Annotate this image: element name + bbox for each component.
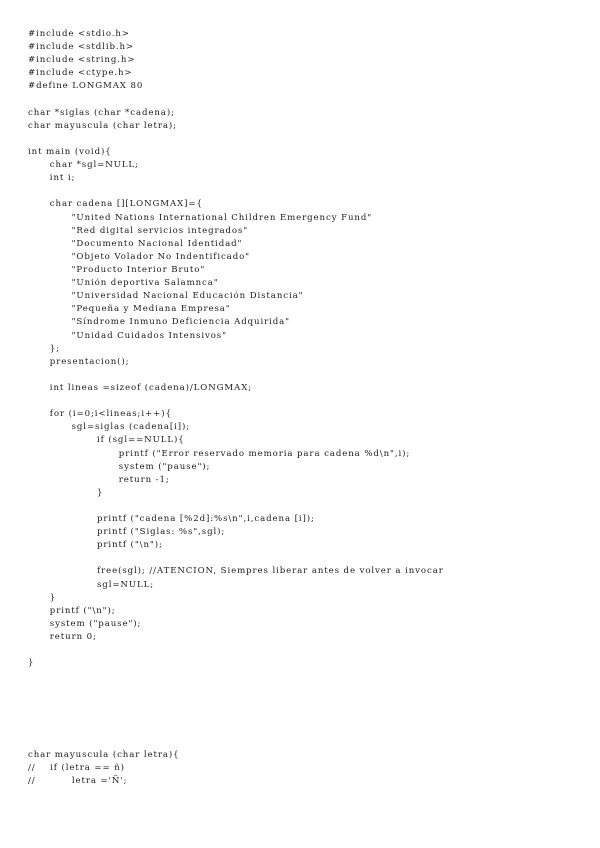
code-line (28, 697, 588, 710)
code-line: return 0; (28, 632, 97, 643)
code-line: system ("pause"); (28, 618, 142, 629)
code-line (28, 369, 588, 382)
code-line (28, 185, 588, 198)
code-line: if (sgl==NULL){ (28, 435, 185, 446)
code-line: } (28, 487, 104, 498)
code-line: }; (28, 343, 60, 354)
code-line: } (28, 592, 57, 603)
code-line: char *sgl=NULL; (28, 160, 139, 171)
code-listing (28, 28, 588, 788)
code-line: free(sgl); //ATENCION, Siempres liberar antes de volver a invocar (28, 566, 444, 577)
code-line: system ("pause"); (28, 461, 211, 472)
code-line (28, 736, 588, 749)
code-line: "Síndrome Inmuno Deficiencia Adquirida" (28, 317, 291, 328)
code-line: "Unión deportiva Salamnca" (28, 278, 219, 289)
code-line (28, 670, 588, 683)
code-line: "Producto Interior Bruto" (28, 264, 206, 275)
code-line: printf ("\n"); (28, 540, 163, 551)
code-line: int i; (28, 173, 76, 184)
code-line: char *siglas (char *cadena); (28, 107, 175, 118)
code-line (28, 723, 588, 736)
code-line (28, 683, 588, 696)
code-line: // letra ='Ñ'; (28, 776, 128, 787)
code-line: char mayuscula (char letra){ (28, 750, 180, 761)
code-line (28, 94, 588, 107)
code-line: "Documento Nacional Identidad" (28, 238, 243, 249)
code-line: return -1; (28, 474, 170, 485)
code-line (28, 552, 588, 565)
code-line: presentacion(); (28, 356, 130, 367)
code-line (28, 710, 588, 723)
code-line: "United Nations International Children Emergency Fund" (28, 212, 373, 223)
code-line: printf ("Error reservado memoria para cadena %d\n",i); (28, 448, 411, 459)
code-line (28, 133, 588, 146)
code-line (28, 644, 588, 657)
code-line: "Universidad Nacional Educación Distancia" (28, 291, 304, 302)
code-line: #include <string.h> (28, 55, 136, 66)
code-line: int lineas =sizeof (cadena)/LONGMAX; (28, 382, 253, 393)
code-line: // if (letra == ñ) (28, 763, 125, 774)
code-line: } (28, 658, 35, 669)
code-line: char mayuscula (char letra); (28, 120, 177, 131)
code-line: for (i=0;i<lineas;i++){ (28, 409, 172, 420)
code-line: printf ("\n"); (28, 605, 116, 616)
code-line: #include <ctype.h> (28, 68, 133, 79)
code-line (28, 500, 588, 513)
code-line: "Pequeña y Mediana Empresa" (28, 304, 231, 315)
code-line: sgl=NULL; (28, 579, 155, 590)
code-line: "Objeto Volador No Indentificado" (28, 251, 251, 262)
code-line: #include <stdio.h> (28, 29, 130, 39)
code-line: "Red digital servicios integrados" (28, 225, 249, 236)
code-line: int main (void){ (28, 146, 112, 157)
code-line: #include <stdlib.h> (28, 42, 135, 53)
code-line: sgl=siglas (cadena[i]); (28, 422, 191, 433)
code-line: #define LONGMAX 80 (28, 81, 144, 92)
code-line: "Unidad Cuidados Intensivos" (28, 330, 227, 341)
code-line: printf ("cadena [%2d]:%s\n",i,cadena [i]); (28, 514, 315, 525)
code-line (28, 395, 588, 408)
code-line: char cadena [][LONGMAX]={ (28, 199, 203, 210)
code-line: printf ("Siglas: %s",sgl); (28, 527, 226, 538)
